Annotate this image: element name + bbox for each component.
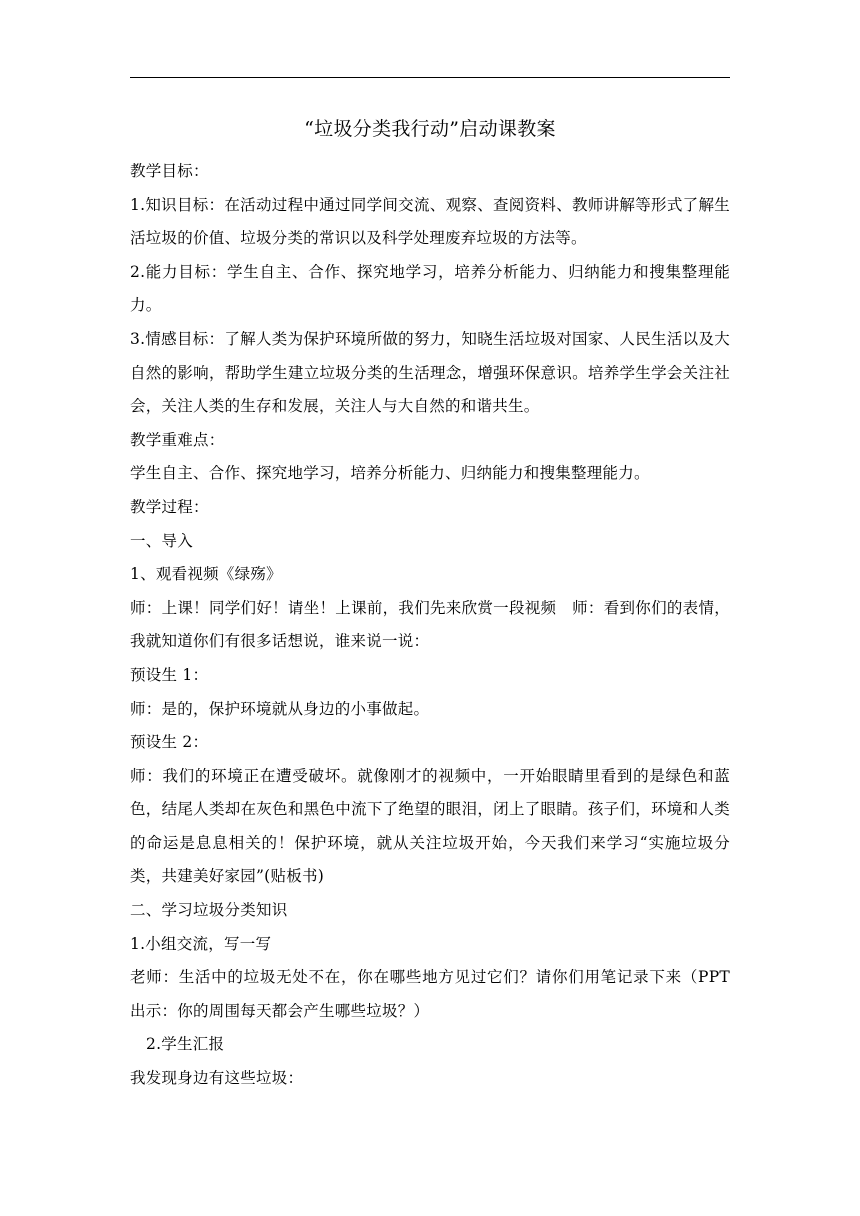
document-body [130, 155, 730, 1096]
heading-section-intro: 一、导入 [130, 531, 194, 550]
paragraph-knowledge-goal: 1.知识目标：在活动过程中通过同学间交流、观察、查阅资料、教师讲解等形式了解生活垃圾的价值、垃圾分类的常识以及科学处理废弃垃圾的方法等。 [130, 195, 730, 248]
paragraph-emotion-goal: 3.情感目标：了解人类为保护环境所做的努力，知晓生活垃圾对国家、人民生活以及大自然的影响，帮助学生建立垃圾分类的生活理念，增强环保意识。培养学生学会关注社会，关注人类的生存和发展，关注人与大自然的和谐共生。 [130, 329, 730, 416]
paragraph-found-garbage: 我发现身边有这些垃圾： [130, 1069, 304, 1088]
paragraph-teacher-opening: 师：上课！同学们好！请坐！上课前，我们先来欣赏一段视频 师：看到你们的表情，我就知道你们有很多话想说，谁来说一说： [130, 598, 730, 651]
header-rule [130, 77, 730, 78]
paragraph-student-report: 2.学生汇报 [146, 1035, 225, 1054]
paragraph-student-1: 预设生 1： [130, 665, 209, 684]
heading-teaching-goals: 教学目标： [130, 162, 209, 180]
heading-teaching-process: 教学过程： [130, 497, 209, 516]
paragraph-teacher-question: 老师：生活中的垃圾无处不在，你在哪些地方见过它们？请你们用笔记录下来（PPT 出示：你的周围每天都会产生哪些垃圾？） [130, 968, 730, 1020]
heading-key-points: 教学重难点： [130, 430, 225, 449]
paragraph-student-2: 预设生 2： [130, 733, 209, 752]
paragraph-group-discussion: 1.小组交流，写一写 [130, 934, 272, 953]
paragraph-teacher-reply-2: 师：我们的环境正在遭受破坏。就像刚才的视频中，一开始眼睛里看到的是绿色和蓝色，结尾人类却在灰色和黑色中流下了绝望的眼泪，闭上了眼睛。孩子们，环境和人类的命运是息息相关的！保护环境，就从关注垃圾开始，今天我们来学习“实施垃圾分类，共建美好家园”(贴板书) [130, 766, 730, 886]
paragraph-ability-goal: 2.能力目标：学生自主、合作、探究地学习，培养分析能力、归纳能力和搜集整理能力。 [130, 262, 730, 315]
paragraph-teacher-reply-1: 师：是的，保护环境就从身边的小事做起。 [130, 699, 430, 718]
paragraph-key-points: 学生自主、合作、探究地学习，培养分析能力、归纳能力和搜集整理能力。 [130, 464, 650, 483]
page-title: “垃圾分类我行动”启动课教案 [304, 118, 556, 140]
paragraph-watch-video: 1、观看视频《绿殇》 [130, 565, 282, 584]
heading-section-learning: 二、学习垃圾分类知识 [130, 901, 288, 920]
